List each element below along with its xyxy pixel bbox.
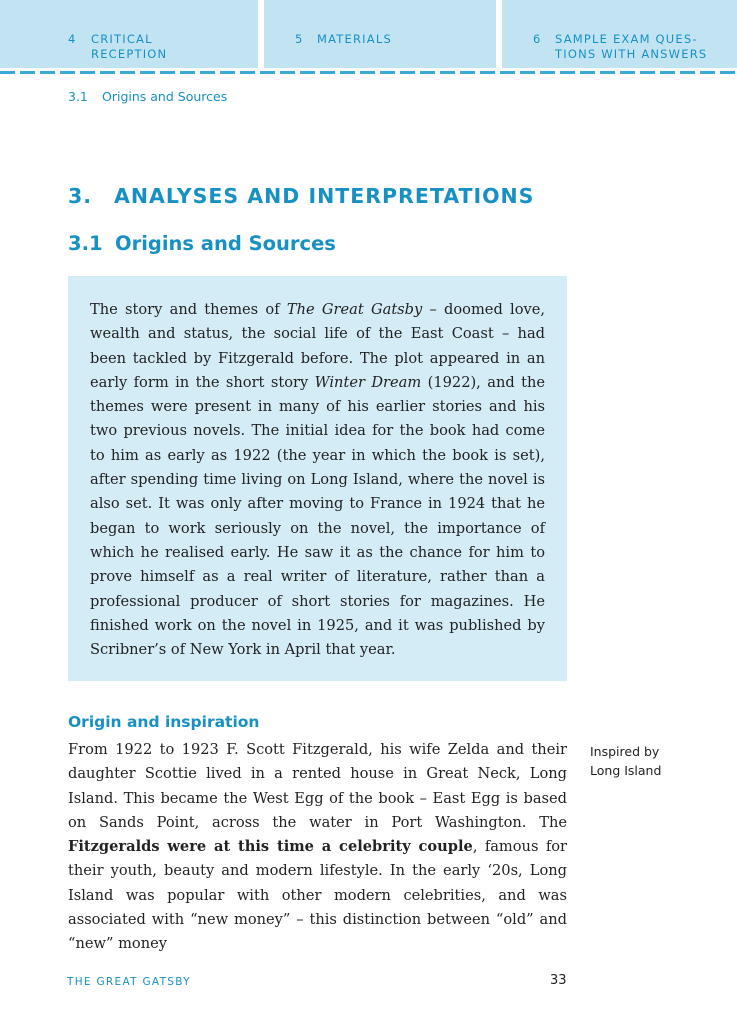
- tab-number: 5: [295, 32, 304, 46]
- tab-materials[interactable]: [264, 0, 496, 68]
- section-tabs: [0, 0, 737, 68]
- tab-label: CRITICAL RECEPTION: [91, 32, 168, 61]
- summary-box: [68, 276, 567, 681]
- chapter-title: 3. ANALYSES AND INTERPRETATIONS: [68, 184, 535, 208]
- section-title: 3.1 Origins and Sources: [68, 232, 336, 255]
- tab-label: SAMPLE EXAM QUES- TIONS WITH ANSWERS: [555, 32, 708, 61]
- body-paragraph: From 1922 to 1923 F. Scott Fitzgerald, his wife Zelda and their daughter Scottie lived in a rented house in Great Neck, Long Island. This became the West Egg of the book – East Egg is based on Sands Point, across the water in Port Washington. The Fitzgeralds were at this time a celebrity couple, famous for their youth, beauty and modern lifestyle. In the early ‘20s, Long Island was popular with other modern celebrities, and was associated with “new money” – this distinction between “old” and “new” money: [68, 741, 567, 953]
- dashed-divider: [0, 71, 737, 74]
- subsection-title: Origin and inspiration: [68, 713, 260, 731]
- margin-note: Inspired by Long Island: [590, 744, 662, 778]
- tab-critical-reception[interactable]: [0, 0, 258, 68]
- footer-book-title: THE GREAT GATSBY: [67, 976, 191, 988]
- tab-number: 6: [533, 32, 542, 46]
- breadcrumb: 3.1 Origins and Sources: [68, 89, 228, 104]
- page-number: 33: [550, 973, 567, 988]
- tab-number: 4: [68, 32, 77, 46]
- summary-text: The story and themes of The Great Gatsby – doomed love, wealth and status, the social life of the East Coast – had been tackled by Fitzgerald before. The plot appeared in an early form in the short story Winter Dream (1922), and the themes were present in many of his earlier stories and his two previous novels. The initial idea for the book had come to him as early as 1922 (the year in which the book is set), after spending time living on Long Island, where the novel is also set. It was only after moving to France in 1924 that he began to work seriously on the novel, the importance of which he realised early. He saw it as the chance for him to prove himself as a real writer of literature, rather than a professional producer of short stories for magazines. He finished work on the novel in 1925, and it was published by Scribner’s of New York in April that year.: [90, 301, 546, 659]
- tab-sample-exam-questions[interactable]: [502, 0, 737, 68]
- tab-label: MATERIALS: [317, 32, 392, 46]
